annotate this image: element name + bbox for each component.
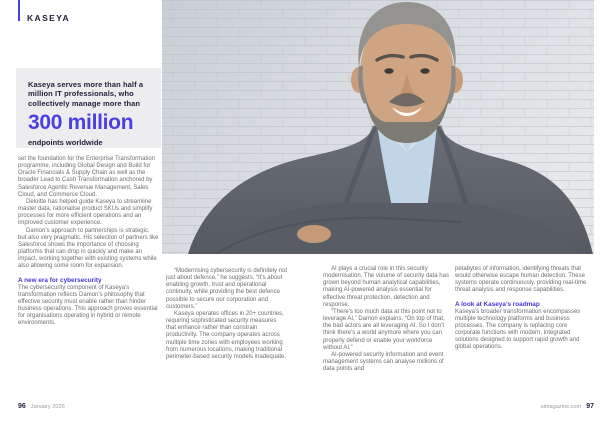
portrait-photo (162, 0, 594, 254)
paragraph: AI plays a crucial role in this security modernisation. The volume of security data has grown beyond human analytical capabilities, making AI-powered analysis essential for effective threat protection, detection and response. (323, 266, 449, 308)
paragraph: “Modernising cybersecurity is definitely not just about defence,” he suggests. “It’s about enabling growth, trust and operational continuity, while providing the best defence possible to secure our corporation and customers.” (166, 268, 288, 310)
paragraph: Kaseya operates offices in 20+ countries, requiring sophisticated security measures that enhance rather than constrain productivity. The company operates across multiple time zones with employees working from numerous locations, making traditional perimeter-based security models inadequate. (166, 310, 287, 360)
paragraph: Kaseya’s broader transformation encompasses multiple technology platforms and business processes. The company is replacing core corporate functions with modern, integrated solutions designed to support rapid growth and global operations. (455, 308, 581, 351)
folio-right (540, 403, 594, 410)
paragraph: AI-powered security information and event management systems can analyse millions of data points and (323, 351, 444, 373)
article-column-3 (323, 266, 452, 373)
page-number-right: 97 (586, 403, 594, 410)
article-column-1 (18, 156, 159, 327)
paragraph: set the foundation for the Enterprise Transformation programme, including Global Design and Build for Oracle Financials & Supply Chain as well as the broader Lead to Cash Transformation anchored by Salesforce Agentic Revenue Management, Sales Cloud, and Commerce Cloud. (18, 156, 156, 198)
section-heading-roadmap: A look at Kaseya’s roadmap (455, 300, 540, 308)
paragraph: “There’s too much data at this point not to leverage AI,” Damon explains. “On top of that, the bad actors are all leveraging AI. So I don’t think there’s a world anymore where you can properly defend or enable your workforce without AI.” (323, 308, 445, 351)
pull-quote-intro: Kaseya serves more than half a million IT professionals, who collectively manage more than (28, 80, 144, 108)
section-heading-cybersecurity: A new era for cybersecurity (18, 276, 102, 284)
article-column-4 (455, 266, 591, 352)
article-column-2 (166, 268, 288, 361)
pull-quote-stat: 300 million (28, 111, 134, 135)
folio-left (18, 403, 65, 410)
page-number-left: 96 (18, 403, 26, 410)
pull-quote-tail: endpoints worldwide (28, 138, 103, 148)
magazine-url: aimagazine.com (540, 404, 582, 410)
pull-quote-box (16, 68, 161, 148)
paragraph: Damon’s approach to partnerships is strategic, but also very pragmatic. His selection of partners like Salesforce shows the importance of choosing platforms that can drop in quickly and make an impact, working together with existing systems while also allowing some room for expansion. (18, 227, 159, 270)
paragraph: Deloitte has helped guide Kaseya to streamline master data, rationalise product SKUs and simplify processes for more efficient operations and an improved customer experience. (18, 198, 153, 227)
brand-accent-rule (18, 0, 20, 21)
paragraph: petabytes of information, identifying threats that would otherwise escape human detection. These systems operate continuously, providing real-time threat analysis and response capabilities. (455, 266, 587, 294)
issue-date: January 2026 (30, 404, 65, 410)
portrait-illustration (162, 0, 594, 254)
paragraph: The cybersecurity component of Kaseya’s transformation reflects Damon’s philosophy that effective security must enable rather than hinder business operations. This approach proves essential for organisations operating in hybrid or remote environments. (18, 284, 158, 327)
brand-label: KASEYA (27, 13, 71, 23)
